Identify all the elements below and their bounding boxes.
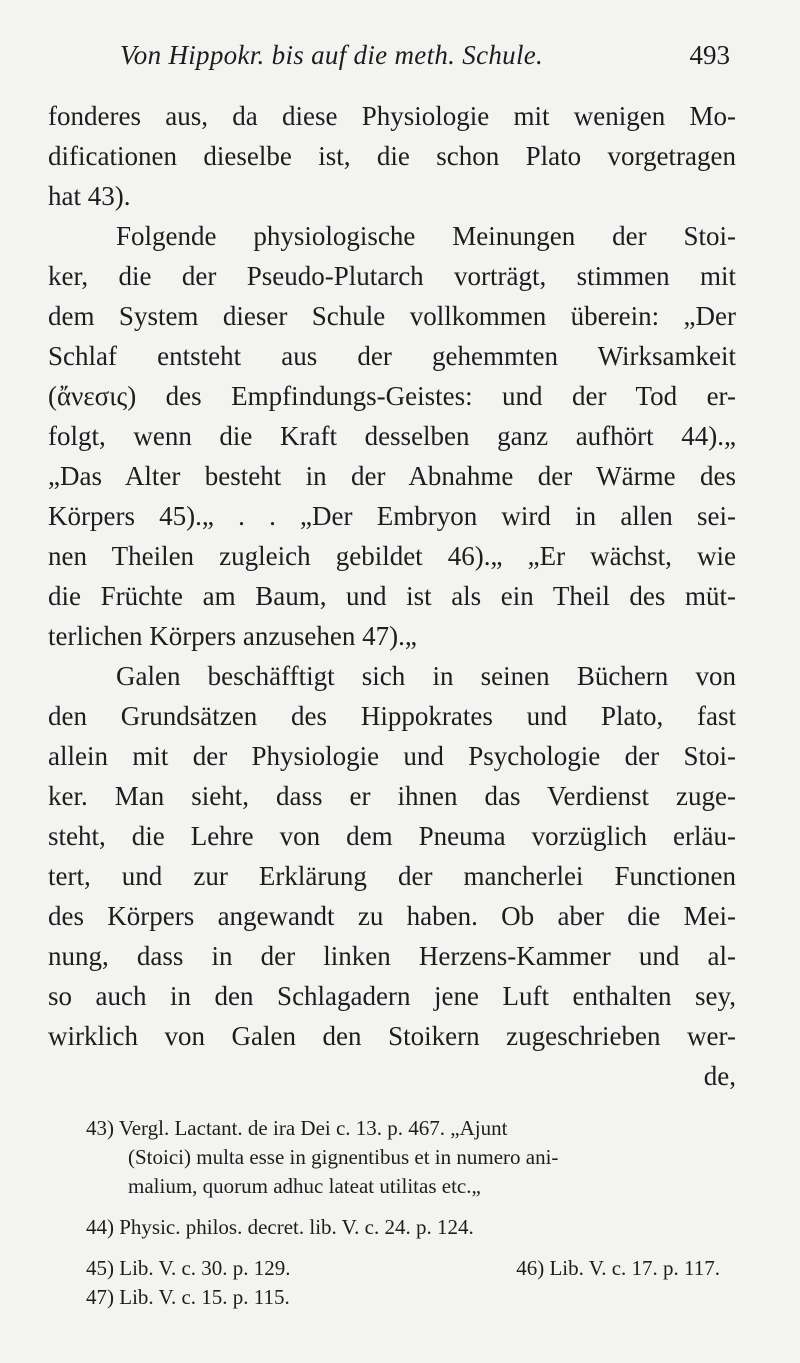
text-line: (ἄνεσις) des Empfindungs-Geistes: und der Tod er- — [48, 381, 736, 411]
main-text — [48, 96, 736, 1096]
text-line: terlichen Körpers anzusehen 47).„ — [48, 621, 417, 651]
footnotes — [86, 1114, 738, 1312]
footnote-43-continuation: malium, quorum adhuc lateat utilitas etc.„ — [128, 1174, 481, 1198]
footnote-46: 46) Lib. V. c. 17. p. 117. — [516, 1256, 720, 1280]
footnote-row — [86, 1254, 738, 1283]
text-line: nung, dass in der linken Herzens-Kammer und al- — [48, 941, 736, 971]
text-line: tert, und zur Erklärung der mancherlei Functionen — [48, 861, 736, 891]
page-number: 493 — [689, 40, 730, 70]
text-line: Folgende physiologische Meinungen der Stoi- — [116, 221, 736, 251]
running-title: Von Hippokr. bis auf die meth. Schule. — [120, 40, 544, 70]
text-line: dificationen dieselbe ist, die schon Plato vorgetragen — [48, 141, 736, 171]
text-line: ker, die der Pseudo-Plutarch vorträgt, stimmen mit — [48, 261, 736, 291]
text-line: des Körpers angewandt zu haben. Ob aber die Mei- — [48, 901, 736, 931]
footnote-45: 45) Lib. V. c. 30. p. 129. — [86, 1256, 291, 1280]
text-line: fonderes aus, da diese Physiologie mit wenigen Mo- — [48, 101, 736, 131]
catchword: de, — [703, 1061, 736, 1091]
text-line: dem System dieser Schule vollkommen überein: „Der — [48, 301, 736, 331]
text-line: wirklich von Galen den Stoikern zugeschrieben wer- — [48, 1021, 736, 1051]
text-line: die Früchte am Baum, und ist als ein Theil des müt- — [48, 581, 736, 611]
text-line: allein mit der Physiologie und Psychologie der Stoi- — [48, 741, 736, 771]
text-line: den Grundsätzen des Hippokrates und Plato, fast — [48, 701, 736, 731]
text-line: nen Theilen zugleich gebildet 46).„ „Er wächst, wie — [48, 541, 736, 571]
text-line: so auch in den Schlagadern jene Luft enthalten sey, — [48, 981, 736, 1011]
text-line: Körpers 45).„ . . „Der Embryon wird in allen sei- — [48, 501, 736, 531]
text-line: „Das Alter besteht in der Abnahme der Wärme des — [48, 461, 736, 491]
text-line: steht, die Lehre von dem Pneuma vorzüglich erläu- — [48, 821, 736, 851]
text-line: Schlaf entsteht aus der gehemmten Wirksamkeit — [48, 341, 736, 371]
text-line: Galen beschäfftigt sich in seinen Büchern von — [116, 661, 736, 691]
footnote-43-continuation: (Stoici) multa esse in gignentibus et in numero ani- — [128, 1145, 559, 1169]
text-line: folgt, wenn die Kraft desselben ganz aufhört 44).„ — [48, 421, 736, 451]
text-line: hat 43). — [48, 181, 131, 211]
footnote-43: 43) Vergl. Lactant. de ira Dei c. 13. p. 467. „Ajunt — [86, 1116, 508, 1140]
page-header — [110, 40, 730, 80]
text-line: ker. Man sieht, dass er ihnen das Verdienst zuge- — [48, 781, 736, 811]
footnote-44: 44) Physic. philos. decret. lib. V. c. 24. p. 124. — [86, 1215, 474, 1239]
footnote-47: 47) Lib. V. c. 15. p. 115. — [86, 1285, 290, 1309]
